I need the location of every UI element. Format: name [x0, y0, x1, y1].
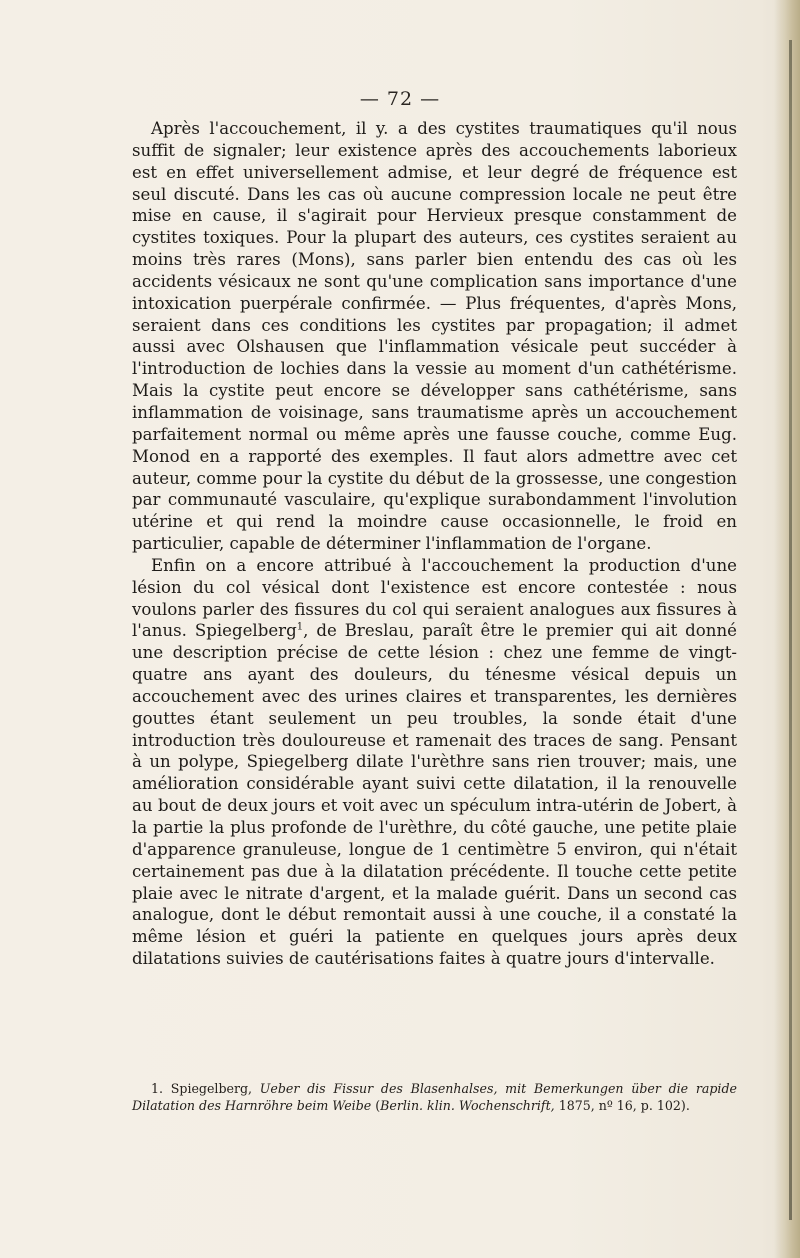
page-number: — 72 — [359, 88, 441, 110]
footnote [132, 1080, 737, 1114]
footnote-journal: Berlin. klin. Wochenschrift, [380, 1098, 555, 1113]
paragraph-1: Après l'accouchement, il y. a des cystites traumatiques qu'il nous suffit de signaler; leur existence après des accouchements laborieux est en effet universellement admise, et leur degré de fréquence est seul discuté. Dans les cas où aucune compression locale ne peut être mise en cause, il s'agirait pour Hervieux presque constamment de cystites toxiques. Pour la plupart des auteurs, ces cystites seraient au moins très rares (Mons), sans parler bien entendu des cas où les accidents vésicaux ne sont qu'une complication sans importance d'une intoxication puerpérale confirmée. — Plus fréquentes, d'après Mons, seraient dans ces conditions les cystites par propagation; il admet aussi avec Olshausen que l'inflammation vésicale peut succéder à l'introduction de lochies dans la vessie au moment d'un cathétérisme. Mais la cystite peut encore se développer sans cathétérisme, sans inflammation de voisinage, sans traumatisme après un accouchement parfaitement normal ou même après une fausse couche, comme Eug. Monod en a rapporté des exemples. Il faut alors admettre avec cet auteur, comme pour la cystite du début de la grossesse, une congestion par communauté vasculaire, qu'explique surabondamment l'involution utérine et qui rend la moindre cause occasionnelle, le froid en particulier, capable de déterminer l'inflammation de l'organe. [132, 119, 737, 554]
page-edge [774, 0, 800, 1258]
binding-shadow [789, 40, 792, 1220]
footnote-title: Ueber dis Fissur des Blasenhalses, mit Bemerkungen über die rapide Dilatation des Harnröhre beim Weibe [132, 1081, 737, 1113]
footnote-number: 1. [151, 1081, 164, 1096]
paragraph-2-part-2: , de Breslau, paraît être le premier qui ait donné une description précise de cette lésion : chez une femme de vingt-quatre ans ayant des douleurs, du ténesme vésical depuis un accouchement avec des urines claires et transparentes, les dernières gouttes étant seulement un peu troubles, la sonde était d'une introduction très douloureuse et ramenait des traces de sang. Pensant à un polype, Spiegelberg dilate l'urèthre sans rien trouver; mais, une amélioration considérable ayant suivi cette dilatation, il la renouvelle au bout de deux jours et voit avec un spéculum intra-utérin de Jobert, à la partie la plus profonde de l'urèthre, du côté gauche, une petite plaie d'apparence granuleuse, longue de 1 centimètre 5 environ, qui n'était certainement pas due à la dilatation précédente. Il touche cette petite plaie avec le nitrate d'argent, et la malade guérit. Dans un second cas analogue, dont le début remontait aussi à une couche, il a constaté la même lésion et guéri la patiente en quelques jours après deux dilatations suivies de cautérisations faites à quatre jours d'intervalle. [132, 621, 737, 969]
footnote-source-open: ( [375, 1098, 381, 1113]
footnote-text [132, 1080, 737, 1114]
paragraph-2-part-1: Enfin on a encore attribué à l'accouchement la production d'une lésion du col vésical dont l'existence est encore contestée : nous voulons parler des fissures du col qui seraient analogues aux fissures à l'anus. Spiegelberg [132, 555, 737, 641]
main-text [132, 118, 737, 970]
footnote-marker: 1 [296, 621, 304, 633]
footnote-author: Spiegelberg, [170, 1081, 253, 1096]
footnote-details: 1875, nº 16, p. 102). [558, 1098, 690, 1113]
paragraph-2 [132, 555, 737, 970]
